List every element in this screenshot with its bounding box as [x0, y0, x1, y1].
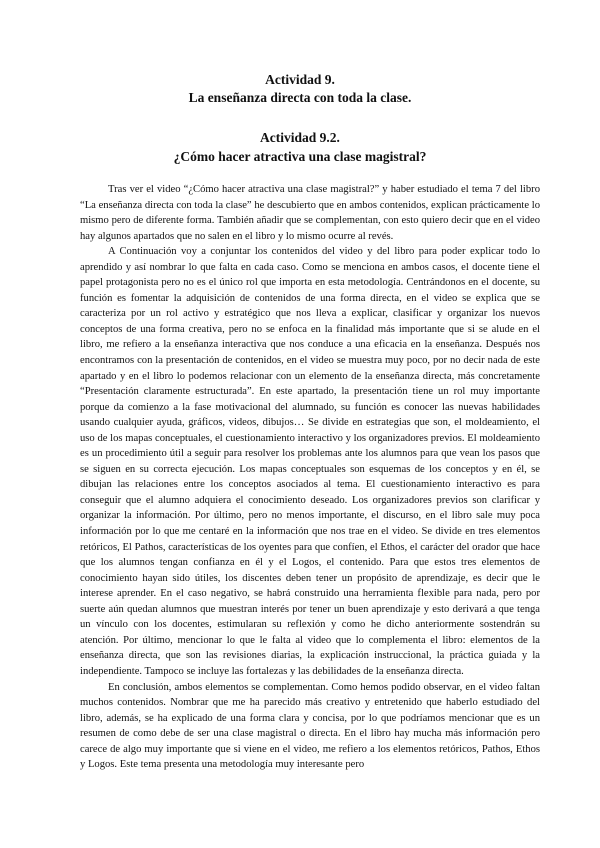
- document-body: [80, 182, 540, 773]
- subactivity-title: Actividad 9.2.: [260, 130, 340, 145]
- subactivity-question: ¿Cómo hacer atractiva una clase magistral?: [173, 149, 427, 164]
- activity-title: Actividad 9.: [265, 72, 335, 87]
- activity-topic: La enseñanza directa con toda la clase.: [188, 90, 412, 105]
- paragraph-intro: Tras ver el video “¿Cómo hacer atractiva una clase magistral?” y haber estudiado el tema 7 del libro “La enseñanza directa con toda la clase” he descubierto que en ambos contenidos, explican prácticamente lo mismo pero de diferente forma. También añadir que se complementan, con esto quiero decir que en el video hay algunos apartados que no salen en el libro y lo mismo ocurre al revés.: [80, 184, 540, 242]
- paragraph-development: A Continuación voy a conjuntar los contenidos del video y del libro para poder explicar todo lo aprendido y así nombrar lo que falta en cada caso. Como se menciona en ambos casos, el docente tiene el papel protagonista pero no es el único rol que importa en esta metodología. Centrándonos en el docente, su función es fomentar la adquisición de contenidos de una forma directa, en el video se explica que se caracteriza por un rol activo y estratégico que nos lleva a explicar, clasificar y organizar los nuevos conceptos de una forma creativa, pero no se enfoca en la finalidad más importante que si se alude en el libro, me refiero a la enseñanza interactiva que nos conduce a una eficacia en la enseñanza. Después nos encontramos con la presentación de contenidos, en el video se muestra muy poco, por no decir nada de este apartado y en el libro lo podemos relacionar con un elemento de la enseñanza directa, más concretamente “Presentación claramente estructurada”. En este apartado, la presentación tiene un rol muy importante porque da comienzo a la fase motivacional del alumnado, su función es conocer las nuevas habilidades usando cualquier ayuda, gráficos, videos, dibujos… Se divide en estrategias que son, el moldeamiento, el uso de los mapas conceptuales, el cuestionamiento interactivo y los organizadores previos. El moldeamiento es un procedimiento útil a seguir para resolver los problemas ante los alumnos para que vean los pasos que se siguen en su correcta ejecución. Los mapas conceptuales son esquemas de los conceptos y en él, se dibujan las relaciones entre los conceptos asociados al tema. El cuestionamiento interactivo es para conseguir que el alumno adquiera el conocimiento deseado. Los organizadores previos son clarificar y organizar la información. Por último, pero no menos importante, el discurso, en el libro sale muy poca información por lo que me centaré en la información que nos trae en el video. Se divide en tres elementos retóricos, El Pathos, características de los oyentes para que confíen, el Ethos, el carácter del orador que hace que los alumnos tengan confianza en él y el Logos, el contenido. Para que estos tres elementos de conocimiento hayan sido útiles, los discentes deben tener un propósito de aprendizaje, es decir que le interese aprender. En el caso negativo, se habrá construido una herramienta flexible para nada, pero por suerte aún quedan alumnos que muestran interés por tener un buen aprendizaje y esto derivará a que tenga un vínculo con los docentes, estimularan su reflexión y como he dicho anteriormente sostendrán su atención. Por último, mencionar lo que le falta al video que lo complementa el libro: elementos de la enseñanza directa, que son las revisiones diarias, la explicación instruccional, la práctica guiada y la independiente. Tampoco se incluye las fortalezas y las debilidades de la enseñanza directa.: [80, 246, 540, 677]
- paragraph-conclusion: En conclusión, ambos elementos se complementan. Como hemos podido observar, en el video faltan muchos contenidos. Nombrar que me ha parecido más creativo y entretenido que haberlo estudiado del libro, además, se ha explicado de una forma clara y concisa, por lo que podríamos mencionar que es un resumen de como debe de ser una clase magistral o directa. En el libro hay mucha más información pero carece de algo muy importante que si viene en el video, me refiero a los elementos retóricos, Pathos, Ethos y Logos. Este tema presenta una metodología muy interesante pero: [80, 681, 540, 771]
